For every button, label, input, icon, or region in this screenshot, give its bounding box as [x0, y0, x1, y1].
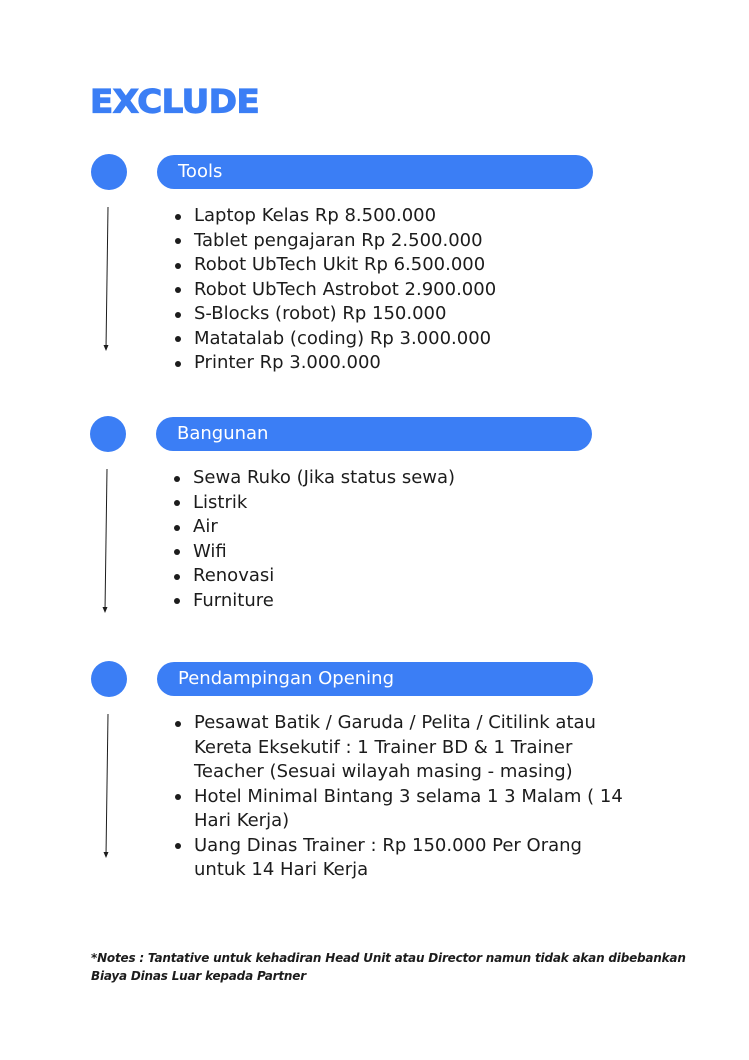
list-item: Printer Rp 3.000.000 — [194, 351, 496, 376]
timeline-dot — [91, 661, 127, 697]
section-heading-pendampingan-opening: Pendampingan Opening — [157, 662, 593, 696]
section-heading-bangunan: Bangunan — [156, 417, 592, 451]
list-item: Matatalab (coding) Rp 3.000.000 — [194, 327, 496, 352]
timeline-arrow — [100, 712, 114, 862]
list-item: Listrik — [193, 491, 455, 516]
list-item: Wifi — [193, 540, 455, 565]
list-item: Tablet pengajaran Rp 2.500.000 — [194, 229, 496, 254]
pendampingan-list — [194, 711, 624, 883]
list-item: Air — [193, 515, 455, 540]
timeline-arrow — [100, 205, 114, 355]
list-item: Robot UbTech Ukit Rp 6.500.000 — [194, 253, 496, 278]
list-item: Renovasi — [193, 564, 455, 589]
list-item: Laptop Kelas Rp 8.500.000 — [194, 204, 496, 229]
tools-list — [194, 204, 496, 376]
timeline-dot — [90, 416, 126, 452]
list-item: Sewa Ruko (Jika status sewa) — [193, 466, 455, 491]
footnote: *Notes : Tantative untuk kehadiran Head Unit atau Director namun tidak akan dibebankan Biaya Dinas Luar kepada Partner — [91, 951, 686, 983]
list-item: Uang Dinas Trainer : Rp 150.000 Per Orang untuk 14 Hari Kerja — [194, 834, 624, 883]
page-title: EXCLUDE — [90, 83, 260, 121]
bangunan-list — [193, 466, 455, 613]
list-item: Furniture — [193, 589, 455, 614]
list-item: S-Blocks (robot) Rp 150.000 — [194, 302, 496, 327]
list-item: Pesawat Batik / Garuda / Pelita / Citilink atau Kereta Eksekutif : 1 Trainer BD & 1 Trainer Teacher (Sesuai wilayah masing - masing) — [194, 711, 624, 785]
section-heading-tools: Tools — [157, 155, 593, 189]
list-item: Hotel Minimal Bintang 3 selama 1 3 Malam ( 14 Hari Kerja) — [194, 785, 624, 834]
list-item: Robot UbTech Astrobot 2.900.000 — [194, 278, 496, 303]
timeline-arrow — [99, 467, 113, 617]
timeline-dot — [91, 154, 127, 190]
